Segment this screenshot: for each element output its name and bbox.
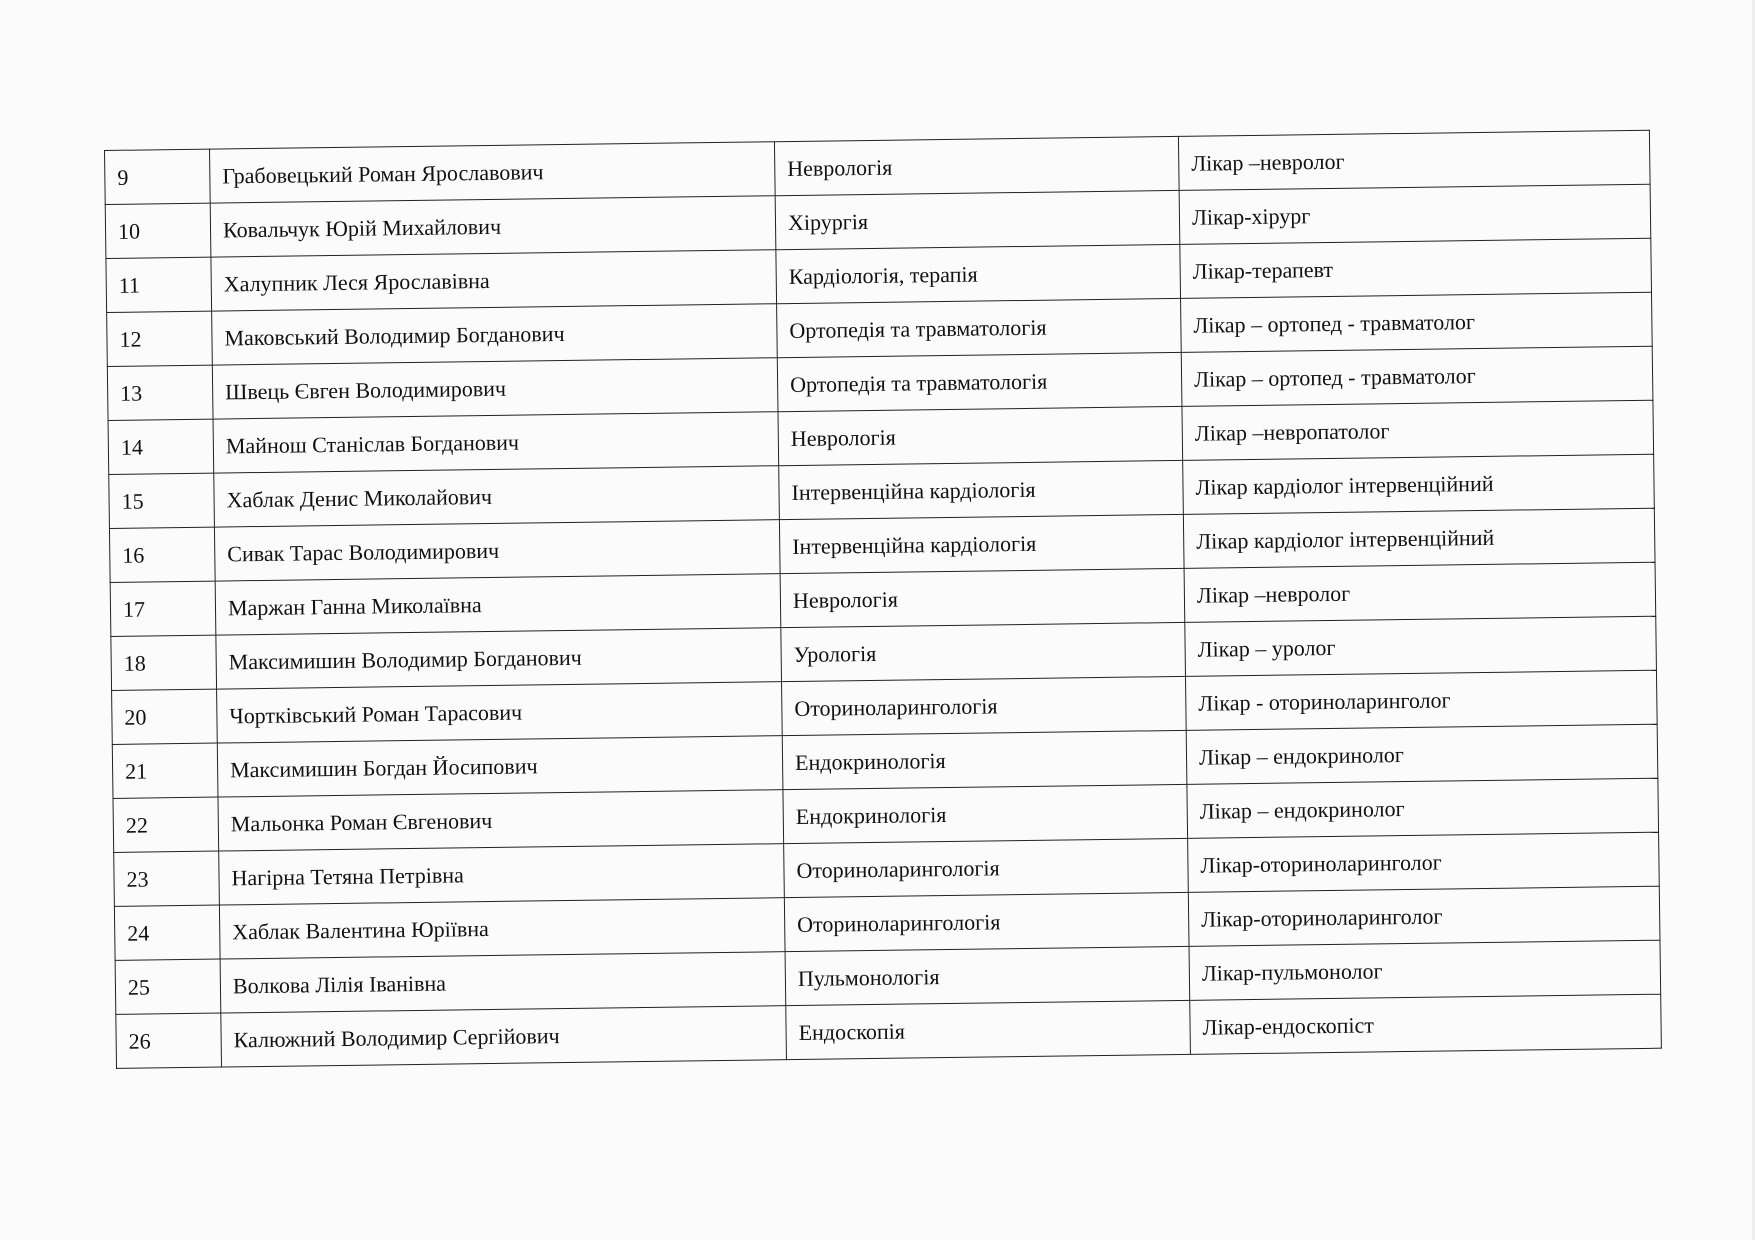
specialty: Неврологія [774, 136, 1179, 195]
position: Лікар-терапевт [1180, 238, 1652, 298]
row-number: 20 [112, 689, 218, 744]
doctor-name: Хаблак Денис Миколайович [214, 466, 780, 527]
row-number: 22 [113, 797, 219, 852]
specialty: Пульмонологія [785, 946, 1190, 1005]
position: Лікар кардіолог інтервенційний [1183, 454, 1655, 514]
position: Лікар – ендокринолог [1186, 724, 1658, 784]
row-number: 12 [107, 311, 213, 366]
row-number: 18 [111, 635, 217, 690]
position: Лікар - оториноларинголог [1185, 670, 1657, 730]
row-number: 10 [105, 203, 211, 258]
row-number: 11 [106, 257, 212, 312]
specialty: Інтервенційна кардіологія [779, 514, 1184, 573]
specialty: Ортопедія та травматологія [777, 352, 1182, 411]
doctor-name: Чортківський Роман Тарасович [217, 682, 783, 743]
doctor-name: Халупник Леся Ярославівна [211, 250, 777, 311]
position: Лікар-пульмонолог [1189, 940, 1661, 1000]
specialty: Ортопедія та травматологія [777, 298, 1182, 357]
doctor-name: Калюжний Володимир Сергійович [221, 1006, 787, 1067]
row-number: 14 [108, 419, 214, 474]
row-number: 17 [110, 581, 216, 636]
row-number: 21 [112, 743, 218, 798]
position: Лікар –невролог [1184, 562, 1656, 622]
specialty: Кардіологія, терапія [776, 244, 1181, 303]
doctor-name: Маковський Володимир Богданович [212, 304, 778, 365]
position: Лікар – ендокринолог [1187, 778, 1659, 838]
doctor-name: Маржан Ганна Миколаївна [215, 574, 781, 635]
specialty: Ендокринологія [783, 784, 1188, 843]
row-number: 25 [115, 959, 221, 1014]
doctor-name: Ковальчук Юрій Михайлович [210, 196, 776, 257]
doctor-name: Волкова Лілія Іванівна [220, 952, 786, 1013]
position: Лікар – уролог [1185, 616, 1657, 676]
specialty: Оториноларингологія [784, 892, 1189, 951]
position: Лікар-ендоскопіст [1190, 994, 1662, 1054]
doctor-name: Сивак Тарас Володимирович [214, 520, 780, 581]
row-number: 26 [116, 1013, 222, 1068]
specialty: Хірургія [775, 190, 1180, 249]
specialty: Оториноларингологія [782, 676, 1187, 735]
specialty: Ендоскопія [786, 1000, 1191, 1059]
staff-table [104, 130, 1662, 1069]
row-number: 24 [114, 905, 220, 960]
specialty: Неврологія [780, 568, 1185, 627]
position: Лікар-оториноларинголог [1188, 832, 1660, 892]
specialty: Інтервенційна кардіологія [779, 460, 1184, 519]
doctor-name: Майнош Станіслав Богданович [213, 412, 779, 473]
specialty: Урологія [781, 622, 1186, 681]
row-number: 13 [107, 365, 213, 420]
position: Лікар кардіолог інтервенційний [1183, 508, 1655, 568]
doctor-name: Хаблак Валентина Юріївна [219, 898, 785, 959]
position: Лікар –невропатолог [1182, 400, 1654, 460]
row-number: 16 [109, 527, 215, 582]
specialty: Ендокринологія [782, 730, 1187, 789]
doctor-name: Максимишин Володимир Богданович [216, 628, 782, 689]
row-number: 9 [105, 149, 211, 204]
position: Лікар-хірург [1179, 184, 1651, 244]
doctor-name: Мальонка Роман Євгенович [218, 790, 784, 851]
doctor-name: Нагірна Тетяна Петрівна [219, 844, 785, 905]
specialty: Оториноларингологія [784, 838, 1189, 897]
doctor-name: Грабовецький Роман Ярославович [209, 142, 775, 203]
doctor-name: Швець Євген Володимирович [212, 358, 778, 419]
position: Лікар – ортопед - травматолог [1181, 292, 1653, 352]
position: Лікар-оториноларинголог [1188, 886, 1660, 946]
row-number: 15 [109, 473, 215, 528]
specialty: Неврологія [778, 406, 1183, 465]
position: Лікар – ортопед - травматолог [1181, 346, 1653, 406]
doctor-name: Максимишин Богдан Йосипович [217, 736, 783, 797]
row-number: 23 [114, 851, 220, 906]
position: Лікар –невролог [1178, 130, 1650, 190]
